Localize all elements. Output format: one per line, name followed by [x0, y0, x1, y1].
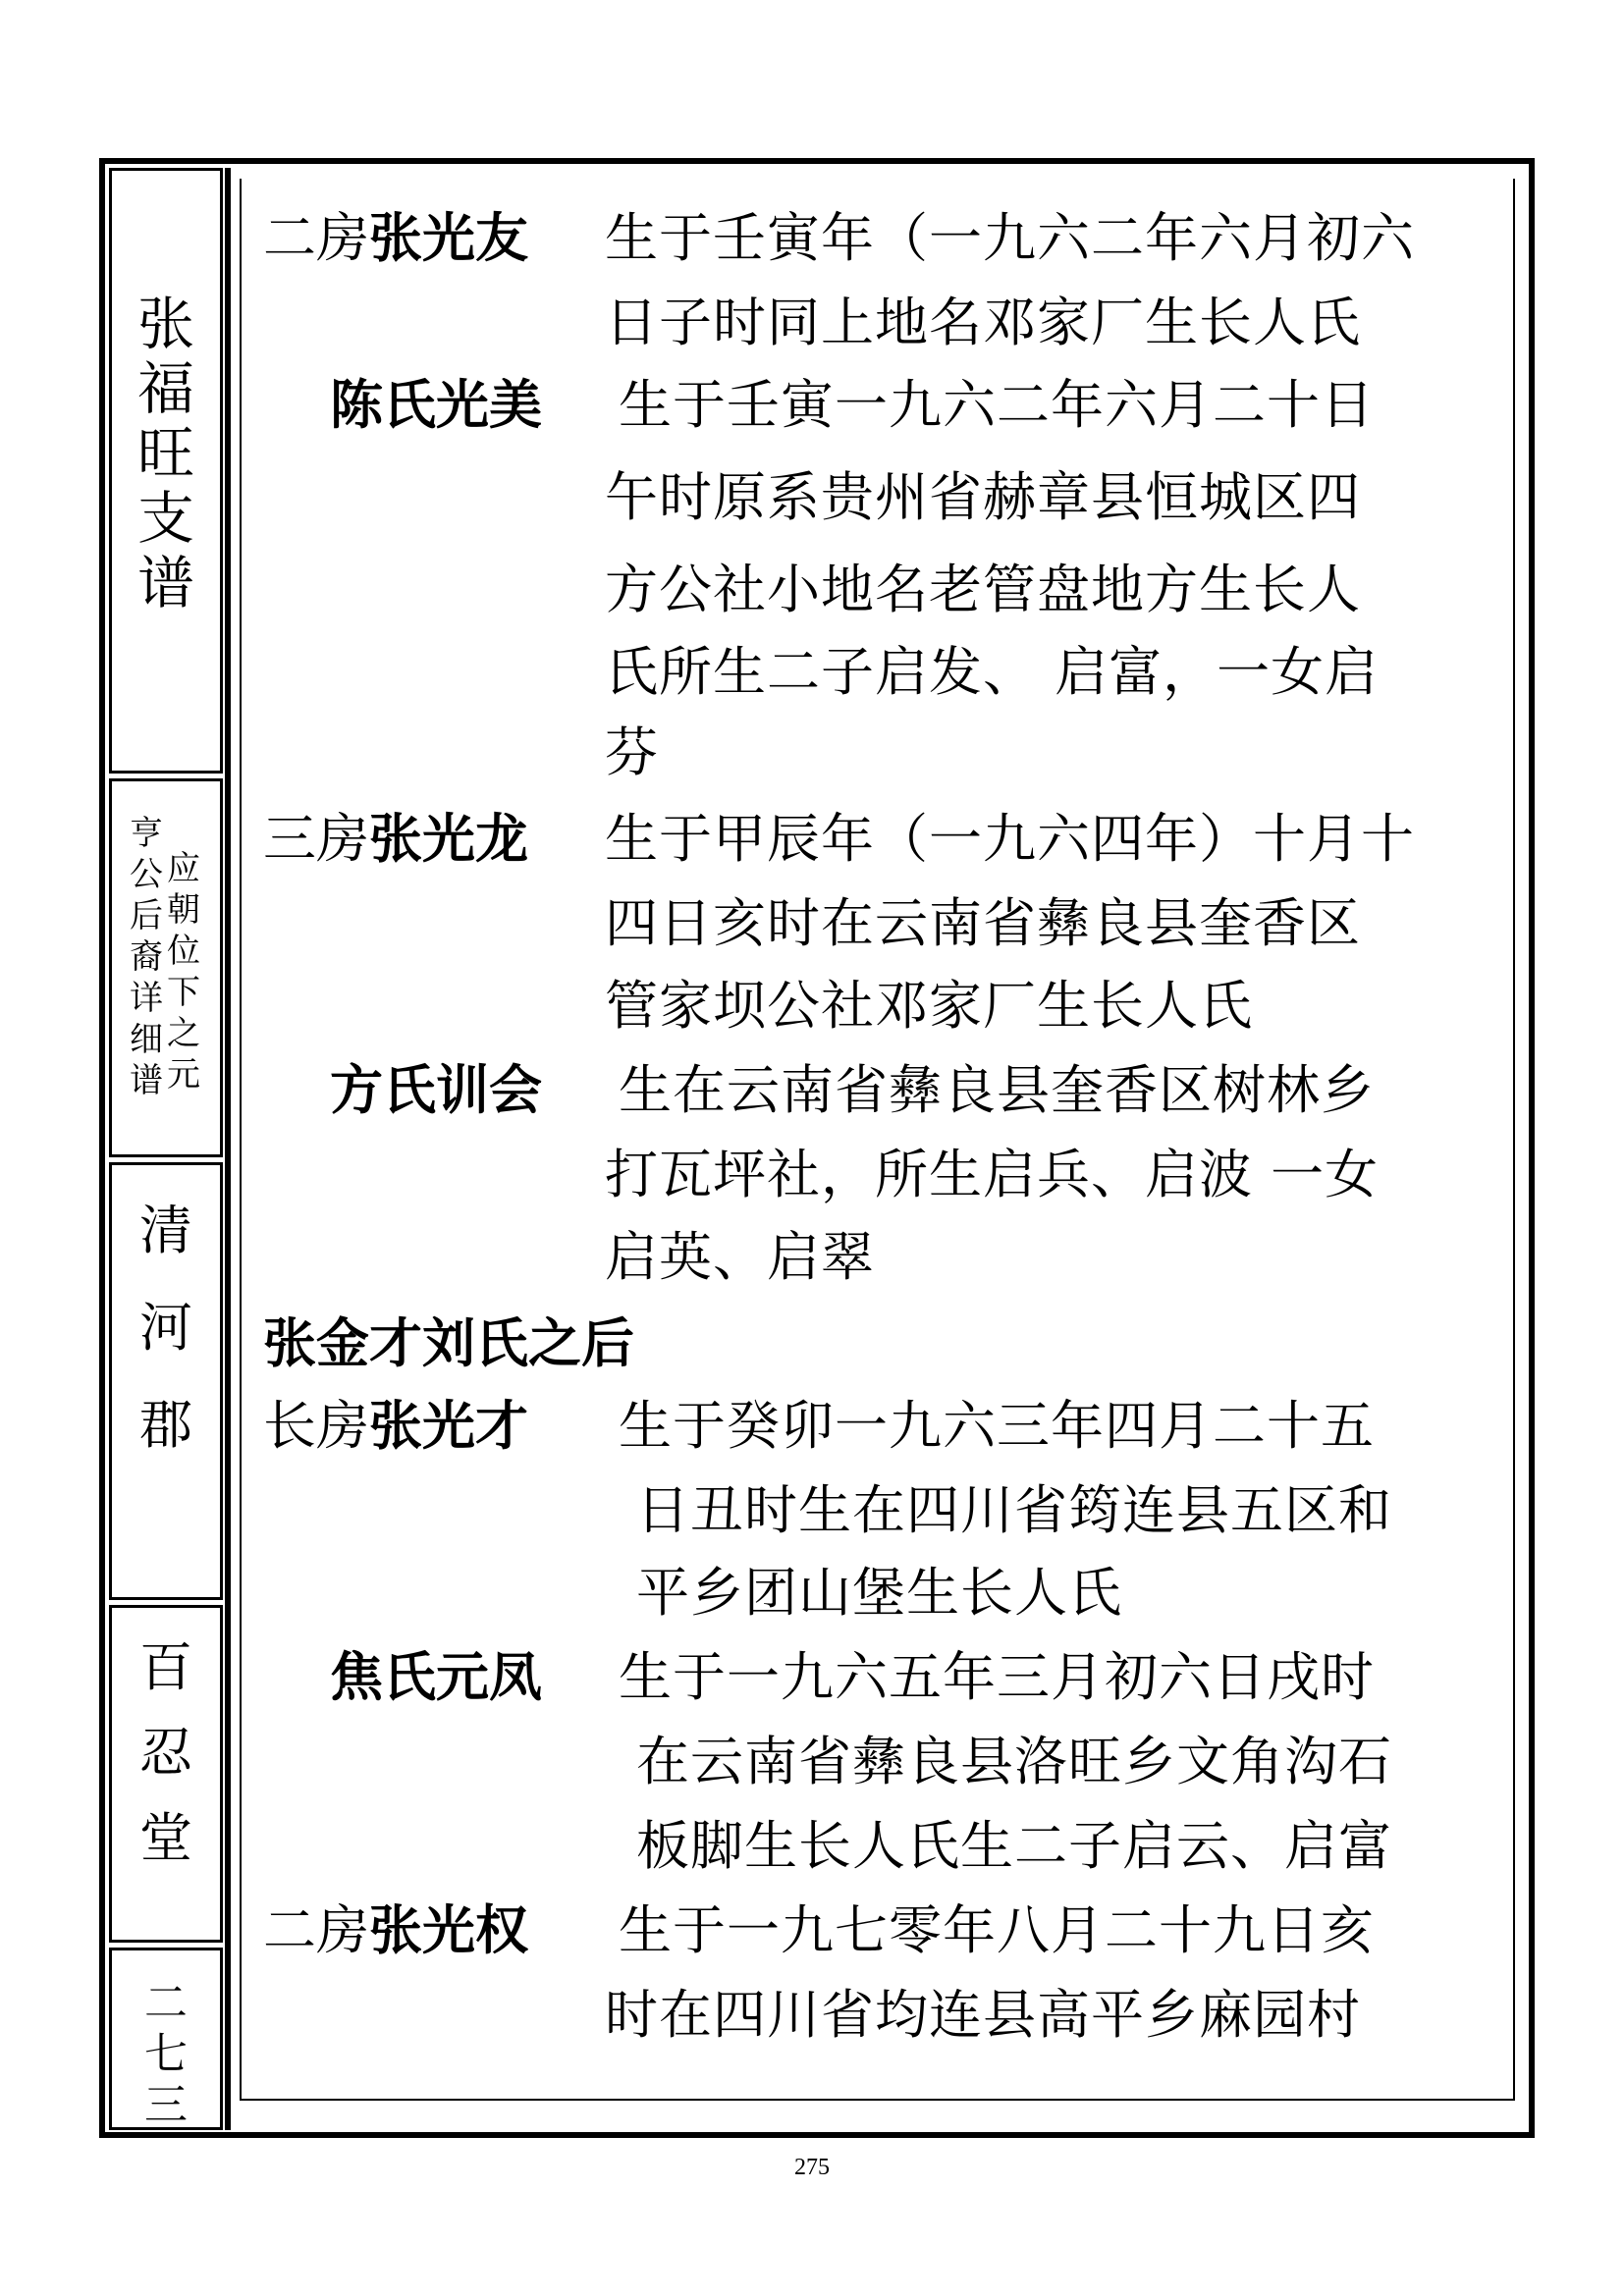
county-name — [112, 1200, 220, 1496]
entry-text: 生于癸卯一九六三年四月二十五 — [619, 1395, 1375, 1457]
entry-text: 日丑时生在四川省筠连县五区和 — [636, 1479, 1392, 1541]
subtitle-char: 朝 — [167, 890, 200, 930]
person-name: 张光权 — [369, 1899, 528, 1961]
subtitle-char: 亨 — [130, 814, 163, 853]
entry-prefix: 二房 — [263, 207, 369, 269]
person-name: 张光友 — [369, 207, 528, 269]
entry-text: 芬 — [605, 721, 659, 783]
page-cn-box — [109, 1948, 223, 2130]
entry-text: 生在云南省彝良县奎香区树林乡 — [619, 1059, 1375, 1121]
person-name: 陈氏光美 — [330, 374, 542, 436]
subtitle-char: 谱 — [130, 1061, 163, 1100]
inner-right-rule — [1513, 179, 1515, 2101]
section-heading: 张金才刘氏之后 — [263, 1312, 634, 1374]
subtitle-char: 之 — [167, 1014, 200, 1053]
hall-box — [109, 1605, 223, 1943]
title-char: 张 — [136, 291, 194, 357]
county-char: 河 — [139, 1297, 192, 1359]
page-cn-char: 七 — [144, 2029, 188, 2079]
entry-text: 打瓦坪社，所生启兵、启波 一女 — [605, 1144, 1380, 1205]
title-char: 旺 — [136, 420, 194, 487]
title-box — [109, 168, 223, 774]
hall-char: 堂 — [139, 1807, 192, 1869]
person-name: 焦氏元凤 — [330, 1646, 542, 1708]
county-char: 郡 — [139, 1394, 192, 1456]
entry-text: 板脚生长人氏生二子启云、启富 — [636, 1815, 1392, 1877]
subtitle-col-1 — [130, 814, 163, 1105]
subtitle-col-2 — [167, 849, 200, 1099]
entry-prefix: 长房 — [263, 1395, 369, 1457]
entry-text: 日子时同上地名邓家厂生长人氏 — [605, 292, 1361, 353]
book-title — [112, 291, 220, 619]
subtitle-char: 细 — [130, 1020, 163, 1059]
inner-bottom-rule — [240, 2099, 1515, 2101]
side-column — [109, 168, 223, 2130]
subtitle-char: 下 — [167, 973, 200, 1012]
entry-label — [263, 1899, 528, 1961]
entry-text: 在云南省彝良县洛旺乡文角沟石 — [636, 1731, 1392, 1792]
page-number-cn — [112, 1978, 220, 2135]
hall-char: 百 — [139, 1636, 192, 1698]
divider-thick — [225, 168, 231, 2130]
subtitle-box — [109, 778, 223, 1157]
divider-thin — [240, 179, 242, 2101]
entry-text: 时在四川省均连县高平乡麻园村 — [605, 1984, 1361, 2046]
entry-text: 生于甲辰年（一九六四年）十月十 — [605, 808, 1415, 870]
entry-text: 生于一九七零年八月二十九日亥 — [619, 1899, 1375, 1961]
entry-text: 午时原系贵州省赫章县恒城区四 — [605, 466, 1361, 528]
entry-text: 生于一九六五年三月初六日戌时 — [619, 1646, 1375, 1708]
page-number: 275 — [794, 2155, 830, 2180]
hall-char: 忍 — [139, 1722, 192, 1784]
entry-text: 四日亥时在云南省彝良县奎香区 — [605, 892, 1361, 954]
subtitle-char: 元 — [167, 1055, 200, 1095]
entry-text: 生于壬寅一九六二年六月二十日 — [619, 374, 1375, 436]
county-char: 清 — [139, 1200, 192, 1261]
person-name: 张光龙 — [369, 808, 528, 870]
person-name: 方氏训会 — [330, 1059, 542, 1121]
entry-text: 管家坝公社邓家厂生长人氏 — [605, 975, 1253, 1037]
entry-label — [263, 808, 528, 870]
entry-label — [263, 1395, 528, 1457]
entry-label — [263, 207, 528, 269]
subtitle — [112, 814, 220, 1101]
entry-text: 启英、启翠 — [605, 1226, 875, 1288]
page-cn-char: 三 — [144, 2080, 188, 2130]
title-char: 支 — [136, 485, 194, 552]
page-cn-char: 二 — [144, 1978, 188, 2028]
entry-text: 方公社小地名老管盘地方生长人 — [605, 559, 1361, 620]
entry-prefix: 二房 — [263, 1899, 369, 1961]
title-char: 福 — [136, 355, 194, 422]
entry-text: 平乡团山堡生长人氏 — [636, 1562, 1122, 1624]
subtitle-char: 详 — [130, 979, 163, 1018]
hall-name — [112, 1636, 220, 1897]
entry-prefix: 三房 — [263, 808, 369, 870]
subtitle-char: 后 — [130, 896, 163, 935]
subtitle-char: 应 — [167, 849, 200, 888]
title-char: 谱 — [136, 550, 194, 616]
county-box — [109, 1162, 223, 1600]
subtitle-char: 裔 — [130, 937, 163, 977]
subtitle-char: 公 — [130, 855, 163, 894]
entry-text: 氏所生二子启发、 启富，一女启 — [605, 641, 1380, 703]
subtitle-char: 位 — [167, 932, 200, 971]
person-name: 张光才 — [369, 1395, 528, 1457]
entry-text: 生于壬寅年（一九六二年六月初六 — [605, 207, 1415, 269]
